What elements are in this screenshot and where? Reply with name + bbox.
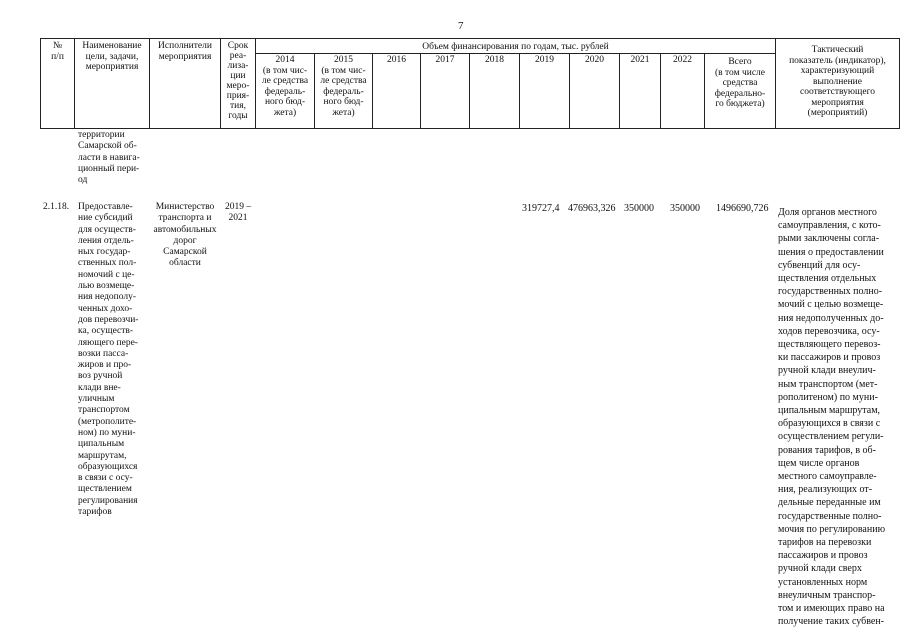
page-number: 7	[458, 20, 464, 32]
row-name: Предоставле- ние субсидий для осуществ- ления отдель- ных государ- ственных пол- номочий с це- лью возмеще- ния недополу- ченных дохо- дов перевозчи- ка, осуществ- ляющего пере- возки пасса- жиров и про- воз ручной клади вне- уличным транспортом (метрополите- ном) по муни- ципальным маршрутам, образующихся в связи с осу- ществлением регулирования тарифов	[78, 202, 139, 518]
row-value-2021: 350000	[624, 203, 654, 214]
row-value-2019: 319727,4	[522, 203, 560, 214]
header-total: Всего (в том числе средства федерально- го бюджета)	[714, 57, 766, 109]
row-value-2020: 476963,326	[568, 203, 616, 214]
header-year-2017: 2017	[435, 55, 455, 65]
header-year-2022: 2022	[673, 55, 692, 65]
header-financing-title: Объем финансирования по годам, тыс. рублей	[422, 42, 609, 52]
row-executor: Министерство транспорта и автомобильных дорог Самарской области	[153, 202, 217, 269]
header-year-2016: 2016	[387, 55, 406, 65]
continuation-text: территории Самарской об- ласти в навига- ционный пери- од	[78, 130, 140, 186]
header-year-2015: 2015 (в том чис- ле средства федераль- ного бюд- жета)	[320, 55, 367, 118]
header-term: Срок реа- лиза- ции меро- прия- тия, годы	[226, 41, 250, 121]
header-year-2020: 2020	[585, 55, 604, 65]
row-value-total: 1496690,726	[716, 203, 769, 214]
header-indicator: Тактический показатель (индикатор), характеризующий выполнение соответствующего мероприятия (мероприятий)	[789, 45, 886, 118]
header-year-2018: 2018	[485, 55, 504, 65]
header-name: Наименование цели, задачи, мероприятия	[82, 41, 142, 72]
header-year-2014: 2014 (в том чис- ле средства федераль- ного бюд- жета)	[261, 55, 309, 118]
header-year-2021: 2021	[630, 55, 650, 65]
row-value-2022: 350000	[670, 203, 700, 214]
header-executor: Исполнители мероприятия	[158, 41, 212, 62]
header-number: № п/п	[51, 41, 64, 62]
header-year-2019: 2019	[535, 55, 554, 65]
row-indicator: Доля органов местного самоуправления, с кото- рыми заключены согла- шения о предоставлении субвенций для осу- ществления отдельных государственных полно- мочий с целью возмеще- ния недополученных до- ходов перевозчика, осу- ществляющего перевоз- ки пассажиров и провоз ручной клади внеулич- ным транспортом (мет- рополитеном) по муни- ципальным маршрутам, образующихся в связи с осуществлением регули- рования тарифов, в об- щем числе органов местного самоуправле- ния, реализующих от- дельные переданные им государственные полно- мочия по регулированию тарифов на перевозки пассажиров и провоз ручной клади сверх установленных норм внеуличным транспор- том и имеющих право на получение таких субвен-	[778, 207, 886, 628]
row-number: 2.1.18.	[43, 202, 70, 212]
row-term: 2019 – 2021	[224, 202, 252, 224]
